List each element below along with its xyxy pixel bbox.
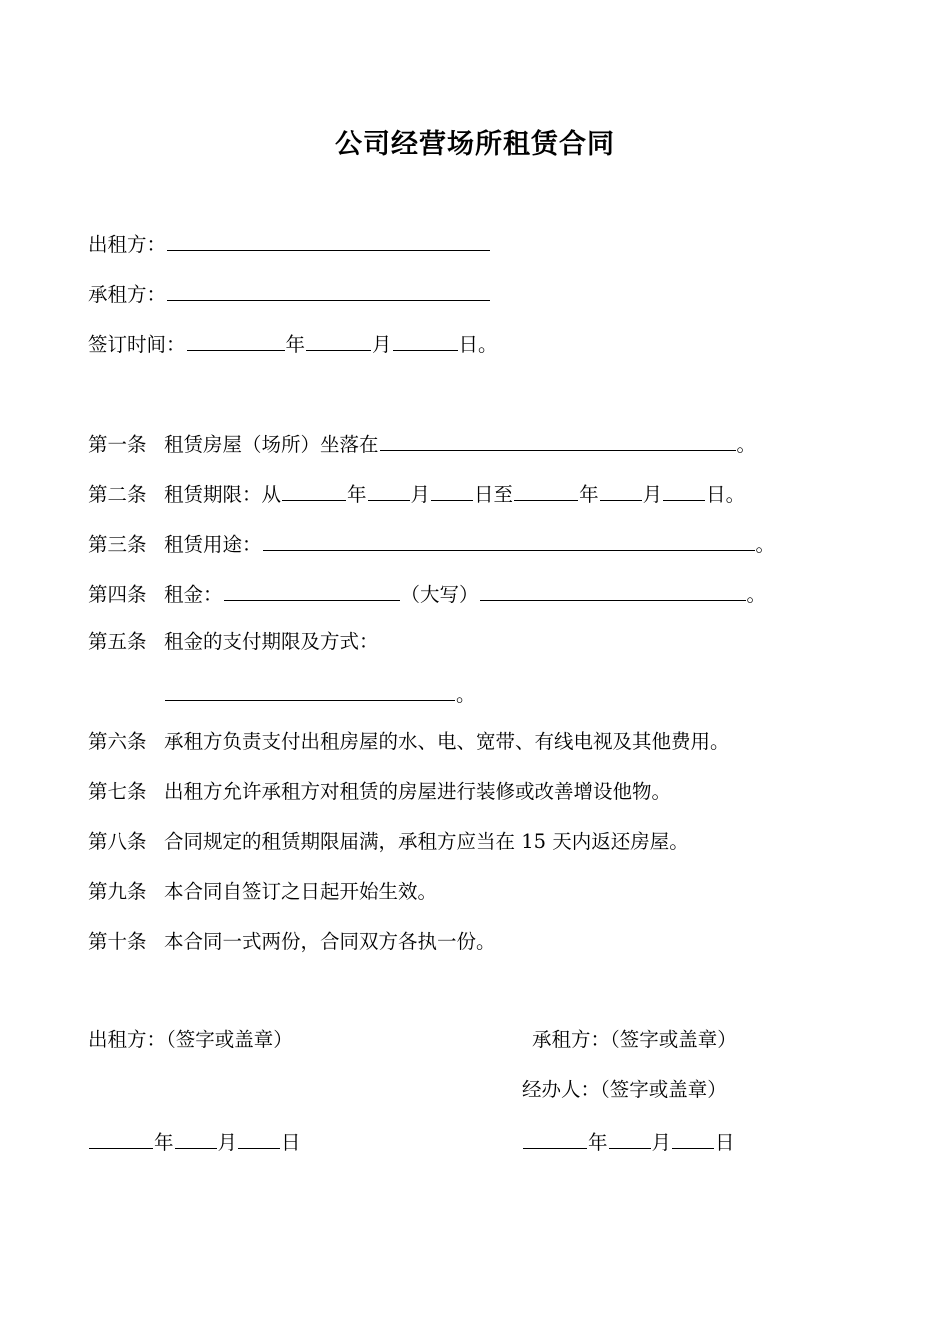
article-text: 本合同自签订之日起开始生效。 <box>164 880 438 903</box>
from-month-blank <box>368 478 410 501</box>
day-to-label: 日至 <box>474 483 514 506</box>
article-text: 租赁用途： <box>164 533 262 556</box>
month-label: 月 <box>372 333 392 356</box>
lessor-day-blank <box>238 1126 280 1149</box>
day-label: 日 <box>715 1131 735 1154</box>
article-5-continuation <box>164 678 476 706</box>
agent-signature: 经办人：（签字或盖章） <box>522 1078 727 1101</box>
month-label: 月 <box>651 1131 672 1154</box>
lessee-date-line <box>522 1126 735 1154</box>
year-label: 年 <box>154 1131 174 1154</box>
article-1 <box>88 428 756 456</box>
sign-date-line <box>88 328 498 356</box>
period: 。 <box>736 433 757 456</box>
usage-blank <box>263 528 755 551</box>
year-label: 年 <box>285 333 306 356</box>
article-4 <box>88 578 766 606</box>
lessee-signature: 承租方：（签字或盖章） <box>532 1028 737 1051</box>
day-label: 日。 <box>458 333 498 356</box>
article-number: 第八条 <box>88 830 147 853</box>
article-text: 出租方允许承租方对租赁的房屋进行装修或改善增设他物。 <box>164 780 672 803</box>
lessor-year-blank <box>89 1126 153 1149</box>
sign-year-blank <box>187 328 285 351</box>
uppercase-label: （大写） <box>400 583 479 606</box>
year-label: 年 <box>588 1131 608 1154</box>
day-label: 日 <box>281 1131 301 1154</box>
article-number: 第七条 <box>88 780 147 803</box>
article-5 <box>88 628 379 656</box>
location-blank <box>380 428 736 451</box>
article-text: 租赁房屋（场所）坐落在 <box>164 433 379 456</box>
to-month-blank <box>600 478 642 501</box>
article-6 <box>88 728 730 756</box>
article-number: 第六条 <box>88 730 147 753</box>
lessor-blank <box>167 228 490 251</box>
article-number: 第九条 <box>88 880 147 903</box>
month-label: 月 <box>217 1131 238 1154</box>
article-text: 租金的支付期限及方式： <box>164 630 379 653</box>
article-3 <box>88 528 775 556</box>
article-8 <box>88 828 689 856</box>
month-label: 月 <box>642 483 663 506</box>
lessee-line <box>88 278 491 306</box>
article-10 <box>88 928 496 956</box>
lessor-signature: 出租方：（签字或盖章） <box>88 1028 293 1051</box>
to-year-blank <box>514 478 578 501</box>
day-label: 日。 <box>706 483 746 506</box>
sign-date-label: 签订时间： <box>88 333 186 356</box>
year-label: 年 <box>579 483 599 506</box>
article-number: 第十条 <box>88 930 147 953</box>
article-2 <box>88 478 745 506</box>
period: 。 <box>746 583 767 606</box>
article-number: 第一条 <box>88 433 147 456</box>
from-year-blank <box>282 478 346 501</box>
period: 。 <box>456 683 476 706</box>
rent-blank <box>224 578 400 601</box>
article-9 <box>88 878 437 906</box>
article-number: 第二条 <box>88 483 147 506</box>
article-number: 第五条 <box>88 630 147 653</box>
article-text: 租金： <box>164 583 223 606</box>
article-number: 第三条 <box>88 533 147 556</box>
rent-uppercase-blank <box>480 578 746 601</box>
lessor-month-blank <box>175 1126 217 1149</box>
document-title: 公司经营场所租赁合同 <box>335 129 615 160</box>
lessee-month-blank <box>609 1126 651 1149</box>
payment-method-blank <box>165 678 455 701</box>
lessor-label: 出租方： <box>88 233 167 256</box>
lessor-line <box>88 228 491 256</box>
article-text: 本合同一式两份，合同双方各执一份。 <box>164 930 496 953</box>
lessee-year-blank <box>523 1126 587 1149</box>
lessee-label: 承租方： <box>88 283 167 306</box>
to-day-blank <box>663 478 705 501</box>
lessor-date-line <box>88 1126 301 1154</box>
month-label: 月 <box>410 483 431 506</box>
article-number: 第四条 <box>88 583 147 606</box>
sign-month-blank <box>306 328 371 351</box>
lessee-day-blank <box>672 1126 714 1149</box>
year-label: 年 <box>347 483 367 506</box>
sign-day-blank <box>393 328 458 351</box>
article-text: 租赁期限：从 <box>164 483 282 506</box>
period: 。 <box>755 533 776 556</box>
article-text: 承租方负责支付出租房屋的水、电、宽带、有线电视及其他费用。 <box>164 730 730 753</box>
lessee-blank <box>167 278 490 301</box>
article-7 <box>88 778 671 806</box>
from-day-blank <box>431 478 473 501</box>
article-text: 合同规定的租赁期限届满，承租方应当在 15 天内返还房屋。 <box>164 830 689 853</box>
